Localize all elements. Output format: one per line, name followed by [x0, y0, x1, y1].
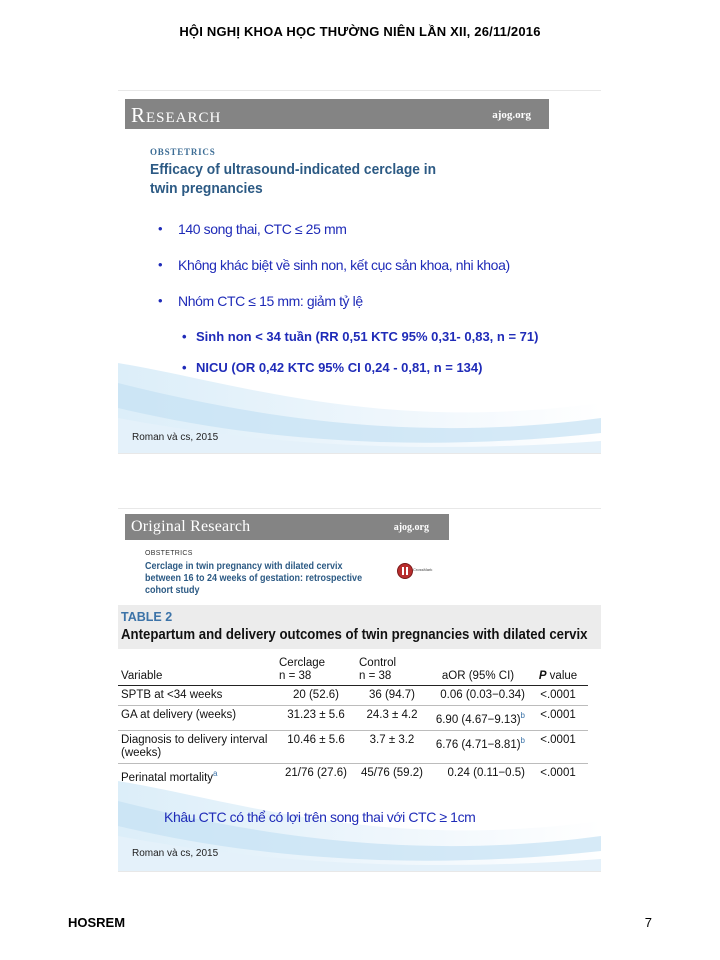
col-header-cerclage-label: Cerclage [279, 657, 326, 669]
slide-2 [118, 508, 601, 872]
bullet-dot-icon: • [182, 360, 187, 375]
cell-aor [428, 763, 528, 787]
cell-control: 36 (94.7) [368, 689, 416, 701]
cell-aor [428, 706, 528, 731]
cell-pvalue: <.0001 [540, 709, 576, 721]
table-label: TABLE 2 [121, 610, 173, 624]
bullet-item [158, 221, 598, 257]
cell-variable-text: Perinatal mortality [121, 771, 214, 784]
article-header [125, 540, 449, 595]
sub-bullet-text: Sinh non < 34 tuần (RR 0,51 KTC 95% 0,31- 0,83, n = 71) [196, 329, 539, 344]
cell-cerclage: 20 (52.6) [292, 689, 340, 701]
bullet-item [158, 293, 598, 329]
table-figure [118, 605, 601, 784]
bullet-dot-icon: • [182, 329, 187, 344]
footnote-marker: b [520, 735, 525, 745]
slide-1 [118, 90, 601, 454]
banner-section-name: Research [131, 103, 222, 127]
cell-variable: SPTB at <34 weeks [121, 689, 223, 701]
col-header-control-label: Control [359, 657, 397, 669]
banner-journal-url: ajog.org [393, 522, 429, 533]
cell-aor-value: 0.06 (0.03−0.34) [440, 689, 525, 701]
cell-aor-value: 6.76 (4.71−8.81) [435, 738, 521, 751]
sub-bullet-item [158, 360, 598, 391]
page-number: 7 [644, 915, 652, 930]
table-row [118, 706, 588, 731]
cell-variable: GA at delivery (weeks) [121, 709, 237, 721]
table-caption: Antepartum and delivery outcomes of twin pregnancies with dilated cervix [121, 626, 588, 643]
citation: Roman và cs, 2015 [132, 848, 219, 859]
col-header-cerclage [276, 655, 356, 686]
cell-cerclage: 10.46 ± 5.6 [287, 733, 345, 746]
bullet-text: Nhóm CTC ≤ 15 mm: giảm tỷ lệ [178, 293, 363, 309]
bullet-text: Không khác biệt về sinh non, kết cục sản khoa, nhi khoa) [178, 257, 510, 273]
cell-variable [118, 763, 276, 787]
bullet-dot-icon: • [158, 257, 163, 272]
col-header-value: value [546, 670, 578, 682]
col-header-pvalue [528, 655, 588, 686]
article-title: Cerclage in twin pregnancy with dilated cervix between 16 to 24 weeks of gestation: retrospective cohort study [145, 561, 363, 596]
col-header-variable: Variable [121, 670, 163, 682]
crossmark-icon [397, 563, 413, 579]
bullet-dot-icon: • [158, 293, 163, 308]
journal-banner [125, 514, 449, 540]
cell-control: 3.7 ± 3.2 [369, 733, 415, 746]
cell-aor-value: 0.24 (0.11−0.5) [447, 766, 525, 779]
banner-section-name: Original Research [131, 518, 251, 535]
cell-pvalue: <.0001 [540, 766, 576, 779]
bullet-list [158, 221, 598, 391]
citation: Roman và cs, 2015 [132, 432, 219, 443]
col-header-cerclage-n: n = 38 [279, 670, 312, 682]
cell-control: 24.3 ± 4.2 [366, 709, 418, 721]
outcomes-table [118, 655, 588, 788]
table-row [118, 686, 588, 706]
table-row [118, 763, 588, 787]
footer-organization: HOSREM [68, 915, 126, 930]
page-header: HỘI NGHỊ KHOA HỌC THƯỜNG NIÊN LẦN XII, 26/11/2016 [179, 24, 541, 39]
table-row [118, 730, 588, 763]
cell-aor [428, 686, 528, 706]
cell-aor-value: 6.90 (4.67−9.13) [435, 713, 521, 726]
footnote-marker: b [520, 711, 525, 720]
section-label: OBSTETRICS [145, 550, 193, 557]
col-header-control-n: n = 38 [359, 670, 392, 682]
cell-control: 45/76 (59.2) [360, 766, 423, 779]
cell-cerclage: 21/76 (27.6) [284, 766, 347, 779]
cell-pvalue: <.0001 [540, 733, 576, 746]
cell-pvalue: <.0001 [540, 689, 576, 701]
col-header-p: P [538, 670, 547, 682]
bullet-text: 140 song thai, CTC ≤ 25 mm [178, 221, 347, 237]
sub-bullet-text: NICU (OR 0,42 KTC 95% CI 0,24 - 0,81, n = 134) [196, 360, 483, 375]
col-header-aor: aOR (95% CI) [441, 670, 515, 682]
cell-variable: Diagnosis to delivery interval (weeks) [121, 733, 268, 759]
sub-bullet-item [158, 329, 598, 360]
journal-banner [125, 99, 549, 129]
table-header-row [118, 655, 588, 686]
col-header-control [356, 655, 428, 686]
bullet-item [158, 257, 598, 293]
banner-journal-url: ajog.org [492, 109, 531, 121]
crossmark-label: CrossMark [413, 567, 433, 572]
table-header-band [118, 605, 601, 649]
bullet-dot-icon: • [158, 221, 163, 236]
section-label: OBSTETRICS [150, 147, 216, 157]
conclusion-text: Khâu CTC có thể có lợi trên song thai với CTC ≥ 1cm [164, 809, 476, 825]
cell-cerclage: 31.23 ± 5.6 [287, 709, 345, 721]
footnote-marker: a [213, 768, 218, 778]
article-title: Efficacy of ultrasound-indicated cerclage in twin pregnancies [150, 161, 437, 197]
cell-aor [428, 730, 528, 763]
